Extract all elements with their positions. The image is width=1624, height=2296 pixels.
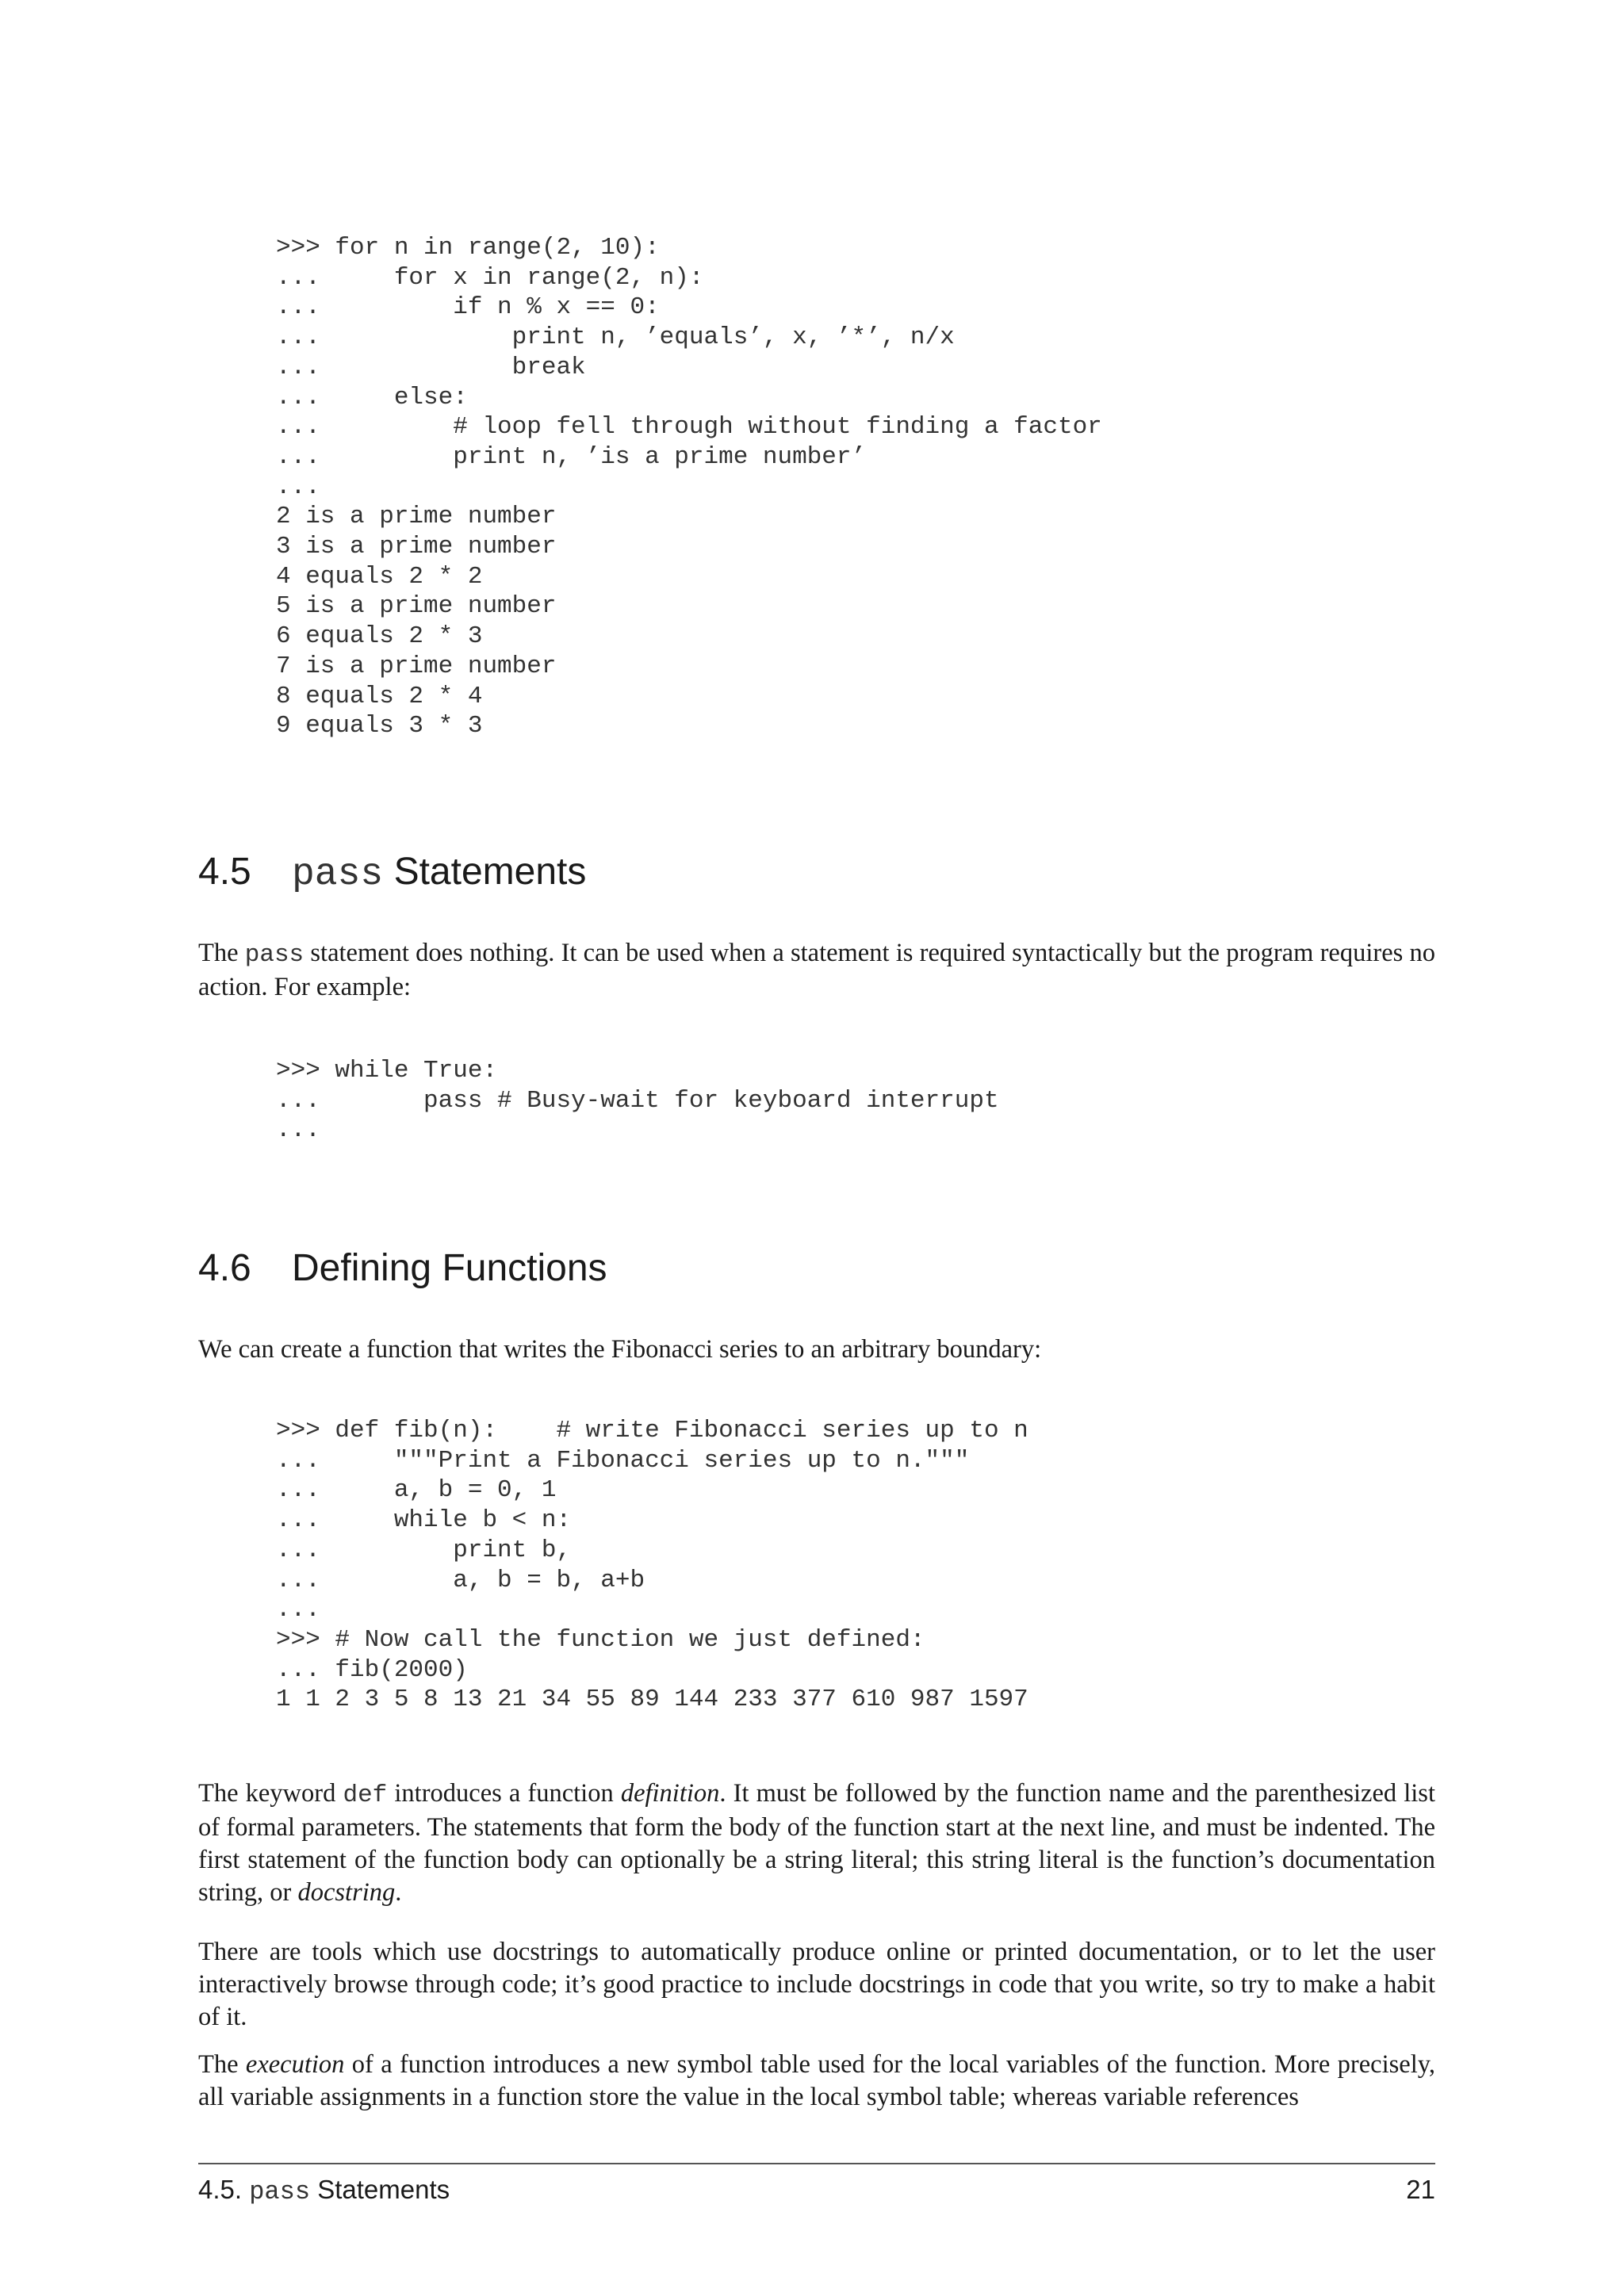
running-footer: 4.5. pass Statements [198,2175,450,2206]
section-heading-functions [198,1246,607,1290]
docstring-paragraph: There are tools which use docstrings to automatically produce online or printed documentation, or to let the user interactively browse through code; it’s good practice to include docstrings in code that you write, so try to make a habit of it. [198,1938,1435,2031]
section-keyword: pass [292,853,384,896]
inline-code: def [343,1781,388,1809]
code-block-primes: >>> for n in range(2, 10): ... for x in range(2, n): ... if n % x == 0: ... print n, ’equals’, x, ’*’, n/x ... break ... else: ... # loop fell through without finding a factor ... print n, ’is a prime number’ ... 2 is a prime number 3 is a prime number 4 equals 2 * 2 5 is a prime number 6 equals 2 * 3 7 is a prime number 8 equals 2 * 4 9 equals 3 * 3 [276,234,1102,740]
def-paragraph: The keyword def introduces a function definition. It must be followed by the function name and the parenthesized list of formal parameters. The statements that form the body of the function start at the next line, and must be indented. The first statement of the function body can optionally be a string literal; this string literal is the function’s documentation string, or docstring. [198,1779,1435,1907]
pass-intro-paragraph: The pass statement does nothing. It can be used when a statement is required syntactically but the program requires no action. For example: [198,939,1435,1001]
section-heading-pass [198,850,586,896]
footer-rule [198,2163,1435,2164]
code-block-fib: >>> def fib(n): # write Fibonacci series up to n ... """Print a Fibonacci series up to n.""" ... a, b = 0, 1 ... while b < n: ... print b, ... a, b = b, a+b ... >>> # Now call the function we just defined: ... fib(2000) 1 1 2 3 5 8 13 21 34 55 89 144 233 377 610 987 1597 [276,1417,1028,1714]
section-title: Statements [393,851,587,893]
functions-intro-paragraph: We can create a function that writes the Fibonacci series to an arbitrary boundary: [198,1335,1042,1364]
page-number: 21 [1406,2175,1435,2204]
inline-code: pass [244,941,304,969]
section-number: 4.5 [198,851,251,893]
section-title: Defining Functions [292,1247,607,1289]
execution-paragraph: The execution of a function introduces a new symbol table used for the local variables of the function. More precisely, all variable assignments in a function store the value in the local symbol table; whereas variable references [198,2050,1435,2111]
section-number: 4.6 [198,1247,251,1289]
code-block-pass: >>> while True: ... pass # Busy-wait for keyboard interrupt ... [276,1057,999,1145]
